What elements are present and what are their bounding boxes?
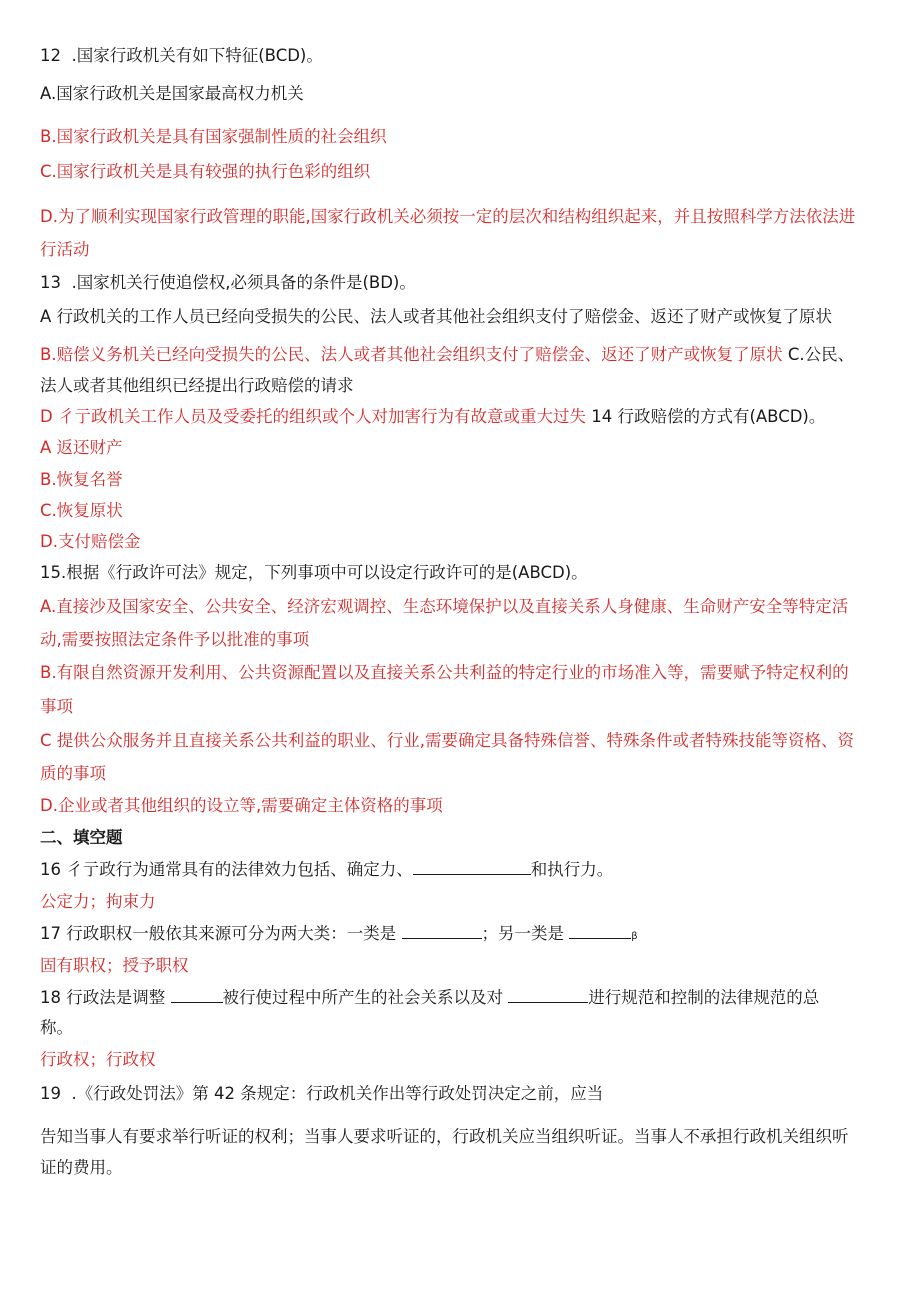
q14-option-a: A 返还财产: [40, 438, 123, 457]
q17-stem: [40, 923, 638, 948]
q16-stem: [40, 859, 613, 881]
q15-stem: 15.根据《行政许可法》规定，下列事项中可以设定行政许可的是(ABCD)。: [40, 563, 588, 582]
q12-option-c: C.国家行政机关是具有较强的执行色彩的组织: [40, 162, 371, 181]
section-title-fill-in: 二、填空题: [40, 828, 123, 847]
q15-option-b-line2: 事项: [40, 697, 73, 716]
q13-option-c-part2: 法人或者其他组织已经提出行政赔偿的请求: [40, 376, 354, 395]
q15-option-a-line2: 动,需要按照法定条件予以批准的事项: [40, 630, 310, 649]
q13-option-c-part1: C.公民、: [782, 345, 855, 364]
q17-blank-1: [402, 923, 482, 939]
q18-answer: 行政权；行政权: [40, 1050, 156, 1069]
q18-stem: [40, 987, 819, 1009]
q14-option-d: D.支付赔偿金: [40, 532, 141, 551]
q18-blank-1: [171, 987, 223, 1003]
q13-stem: 13 .国家机关行使追偿权,必须具备的条件是(BD)。: [40, 273, 416, 292]
q18-stem-pre: 18 行政法是调整: [40, 988, 171, 1007]
q12-option-b: B.国家行政机关是具有国家强制性质的社会组织: [40, 127, 387, 146]
q13-option-b: B.赔偿义务机关已经向受损失的公民、法人或者其他社会组织支付了赔偿金、返还了财产或恢复了原状: [40, 345, 783, 364]
q18-blank-2: [508, 987, 588, 1003]
q15-option-c-line2: 质的事项: [40, 764, 106, 783]
q16-blank: [413, 859, 531, 875]
q12-option-d-line1: D.为了顺利实现国家行政管理的职能,国家行政机关必须按一定的层次和结构组织起来，并且按照科学方法依法进: [40, 207, 856, 226]
q14-option-c: C.恢复原状: [40, 501, 123, 520]
q19-stem: 19 .《行政处罚法》第 42 条规定：行政机关作出等行政处罚决定之前，应当: [40, 1084, 604, 1103]
q17-stem-end: β: [631, 931, 638, 942]
q18-stem-mid: 被行使过程中所产生的社会关系以及对: [222, 988, 509, 1007]
q15-option-a-line1: A.直接沙及国家安全、公共安全、经济宏观调控、生态环境保护以及直接关系人身健康、生命财产安全等特定活: [40, 597, 849, 616]
q18-stem-line2: 称。: [40, 1018, 73, 1037]
q13-option-d-line: [40, 406, 825, 428]
q12-option-a: A.国家行政机关是国家最高权力机关: [40, 84, 304, 103]
q19-paragraph-line1: 告知当事人有要求举行听证的权利；当事人要求听证的，行政机关应当组织听证。当事人不承担行政机关组织听: [40, 1127, 849, 1146]
q12-stem: 12 .国家行政机关有如下特征(BCD)。: [40, 46, 323, 65]
q13-option-a: A 行政机关的工作人员已经向受损失的公民、法人或者其他社会组织支付了赔偿金、返还了财产或恢复了原状: [40, 307, 833, 326]
q17-stem-pre: 17 行政职权一般依其来源可分为两大类：一类是: [40, 924, 402, 943]
q12-option-d-line2: 行活动: [40, 240, 90, 259]
q14-option-b: B.恢复名誉: [40, 470, 123, 489]
q16-stem-pre: 16 彳亍政行为通常具有的法律效力包括、确定力、: [40, 860, 413, 879]
q17-stem-mid: ；另一类是: [481, 924, 570, 943]
q15-option-d: D.企业或者其他组织的设立等,需要确定主体资格的事项: [40, 796, 443, 815]
q13-option-d: D 彳亍政机关工作人员及受委托的组织或个人对加害行为有故意或重大过失: [40, 407, 586, 426]
q17-answer: 固有职权；授予职权: [40, 956, 189, 975]
q15-option-b-line1: B.有限自然资源开发利用、公共资源配置以及直接关系公共利益的特定行业的市场准入等，需要赋予特定权利的: [40, 663, 849, 682]
q16-stem-post: 和执行力。: [530, 860, 614, 879]
q16-answer: 公定力；拘束力: [40, 892, 156, 911]
q15-option-c-line1: C 提供公众服务并且直接关系公共利益的职业、行业,需要确定具备特殊信誉、特殊条件或者特殊技能等资格、资: [40, 731, 855, 750]
q18-stem-post: 进行规范和控制的法律规范的总: [588, 988, 820, 1007]
q13-option-b-line: [40, 344, 854, 366]
q17-blank-2: [569, 923, 631, 939]
q14-stem: 14 行政赔偿的方式有(ABCD)。: [585, 407, 826, 426]
q19-paragraph-line2: 证的费用。: [40, 1158, 123, 1177]
